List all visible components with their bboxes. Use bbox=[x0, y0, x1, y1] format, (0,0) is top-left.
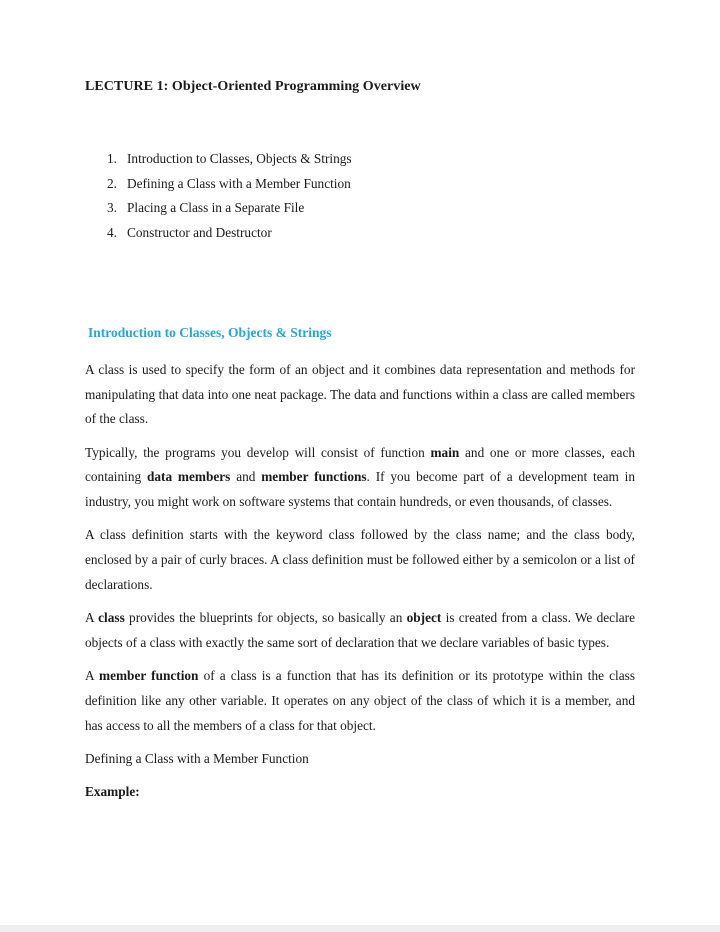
example-label-text: Example: bbox=[85, 784, 140, 800]
text-run: Typically, the programs you develop will consist of function bbox=[85, 444, 431, 460]
bold-term-data-members: data members bbox=[146, 469, 231, 485]
text-run: of a class is a function that has its definition or its prototype within the class definition like any other variable. It operates on any object of the class of which it is a member, and has access to all the members of a class for that object. bbox=[85, 668, 635, 733]
paragraph-member-function bbox=[85, 664, 635, 738]
toc-label: Introduction to Classes, Objects & Strings bbox=[127, 151, 352, 166]
toc-item bbox=[107, 199, 352, 224]
subsection-label: Defining a Class with a Member Function bbox=[85, 750, 309, 766]
toc-item bbox=[107, 175, 352, 200]
text-run: A bbox=[85, 610, 99, 626]
lecture-title: LECTURE 1: Object-Oriented Programming Overview bbox=[85, 79, 421, 94]
text-run: is created from a class. We declare objects of a class with exactly the same sort of declaration that we declare variables of basic types. bbox=[85, 610, 635, 650]
bold-term-member-function: member function bbox=[99, 668, 199, 684]
toc-number: 1. bbox=[107, 151, 117, 166]
toc-number: 4. bbox=[107, 224, 117, 240]
toc-label: Placing a Class in a Separate File bbox=[127, 200, 305, 216]
bold-term-main: main bbox=[430, 444, 460, 460]
text-run: and one or more classes, each containing bbox=[85, 444, 636, 485]
bold-term-class: class bbox=[98, 610, 125, 626]
paragraph-class-definition: A class is used to specify the form of an object and it combines data representation and methods for manipulating that data into one neat package. The data and functions within a class are called members of the class. bbox=[85, 362, 635, 427]
viewer-bottom-bar bbox=[0, 925, 720, 932]
text-run: A bbox=[85, 668, 99, 684]
text-run: provides the blueprints for objects, so basically an bbox=[124, 610, 407, 626]
toc-label: Constructor and Destructor bbox=[127, 224, 272, 240]
text-run: and bbox=[230, 469, 262, 485]
example-label bbox=[85, 780, 635, 805]
table-of-contents bbox=[107, 150, 352, 248]
toc-number: 3. bbox=[107, 200, 117, 216]
section-heading: Introduction to Classes, Objects & Strings bbox=[88, 325, 332, 340]
text-run: . If you become part of a development team in industry, you might work on software systems that contain hundreds, or even thousands, of classes. bbox=[85, 469, 636, 510]
paragraph-program-structure bbox=[85, 441, 635, 515]
paragraph-class-syntax: A class definition starts with the keyword class followed by the class name; and the class body, enclosed by a pair of curly braces. A class definition must be followed either by a semicolon or a list of declarations. bbox=[85, 527, 635, 592]
toc-item bbox=[107, 150, 352, 175]
body-text bbox=[85, 358, 635, 813]
toc-item bbox=[107, 224, 352, 249]
toc-number: 2. bbox=[107, 175, 117, 191]
bold-term-object: object bbox=[406, 610, 442, 626]
paragraph-class-blueprint bbox=[85, 606, 635, 655]
toc-label: Defining a Class with a Member Function bbox=[127, 175, 351, 191]
bold-term-member-functions: member functions bbox=[261, 469, 367, 485]
